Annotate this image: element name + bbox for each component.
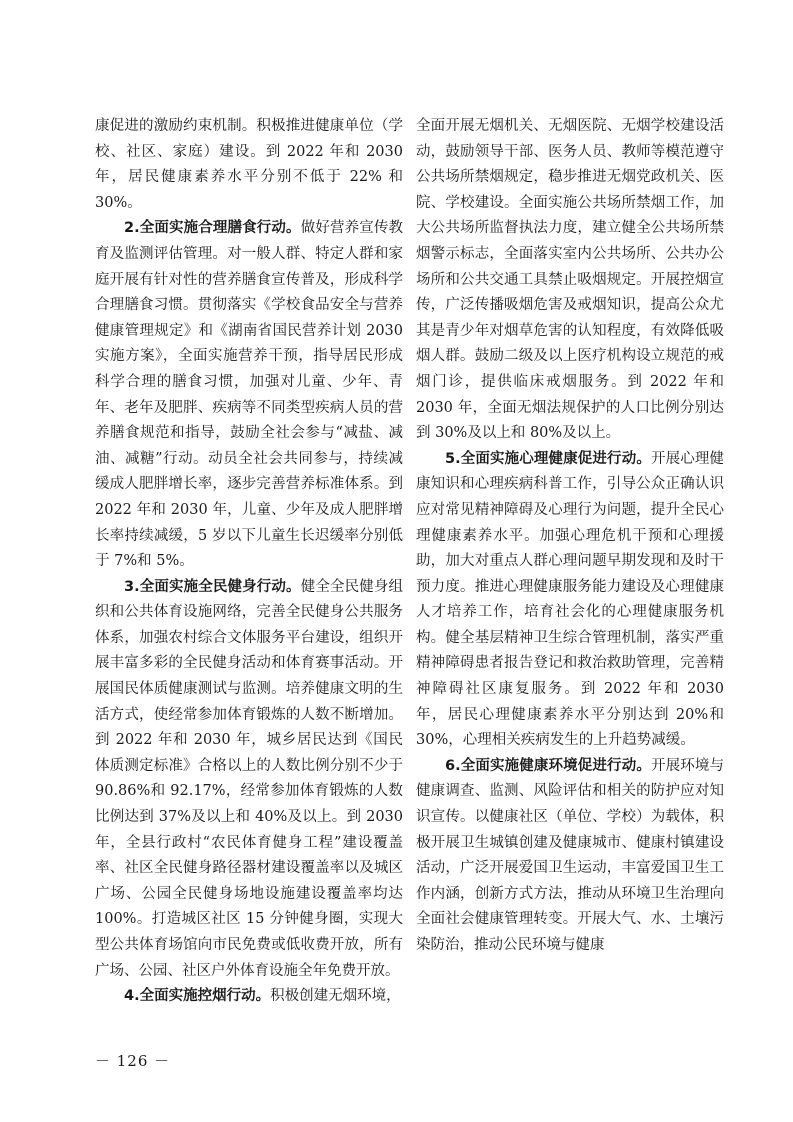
- section-5-paragraph: [416, 447, 724, 754]
- section-6-body: 开展环境与健康调查、监测、风险评估和相关的防护应对知识宣传。以健康社区（单位、学校）为载体，积极开展卫生城镇创建及健康城市、健康村镇建设活动，广泛开展爱国卫生运动，丰富爱国卫生工作内涵，创新方式方法，推动从环境卫生治理向全面社会健康管理转变。开展大气、水、土壤污染防治，推动公民环境与健康: [416, 757, 724, 953]
- section-4-paragraph: [95, 984, 403, 1010]
- page-number: － 126 －: [95, 1052, 171, 1070]
- section-5-heading: 5.全面实施心理健康促进行动。: [445, 450, 651, 467]
- section-5-body: 开展心理健康知识和心理疾病科普工作，引导公众正确认识应对常见精神障碍及心理行为问题，提升全民心理健康素养水平。加强心理危机干预和心理援助，加大对重点人群心理问题早期发现和及时干预力度。推进心理健康服务能力建设及心理健康人才培养工作，培育社会化的心理健康服务机构。健全基层精神卫生综合管理机制，落实严重精神障碍患者报告登记和救治救助管理，完善精神障碍社区康复服务。到 2022 年和 2030 年，居民心理健康素养水平分别达到 20%和 30%，心理相关疾病发生的上升趋势减缓。: [416, 450, 724, 749]
- section-4-continued: 全面开展无烟机关、无烟医院、无烟学校建设活动，鼓励领导干部、医务人员、教师等模范遵守公共场所禁烟规定，稳步推进无烟党政机关、医院、学校建设。全面实施公共场所禁烟工作，加大公共场所监督执法力度，建立健全公共场所禁烟警示标志，全面落实室内公共场所、公共办公场所和公共交通工具禁止吸烟规定。开展控烟宣传，广泛传播吸烟危害及戒烟知识，提高公众尤其是青少年对烟草危害的认知程度，有效降低吸烟人群。鼓励二级及以上医疗机构设立规范的戒烟门诊，提供临床戒烟服务。到 2022 年和 2030 年，全面无烟法规保护的人口比例分别达到 30%及以上和 80%及以上。: [416, 118, 724, 442]
- section-6-paragraph: [416, 754, 724, 959]
- section-4-body: 积极创建无烟环境，: [270, 988, 401, 1005]
- left-column: [95, 114, 403, 1010]
- section-2-paragraph: [95, 216, 403, 574]
- paragraph-continued: 康促进的激励约束机制。积极推进健康单位（学校、社区、家庭）建设。到 2022 年和 2030 年，居民健康素养水平分别不低于 22% 和 30%。: [95, 118, 403, 211]
- right-column: [416, 114, 724, 959]
- section-3-body: 健全全民健身组织和公共体育设施网络，完善全民健身公共服务体系，加强农村综合文体服务平台建设，组织开展丰富多彩的全民健身活动和体育赛事活动。开展国民体质健康测试与监测。培养健康文明的生活方式，使经常参加体育锻炼的人数不断增加。到 2022 年和 2030 年，城乡居民达到《国民体质测定标准》合格以上的人数比例分别不少于 90.86%和 92.17%，经常参加体育锻炼的人数比例达到 37%及以上和 40%及以上。到 2030 年，全县行政村“农民体育健身工程”建设覆盖率、社区全民健身路径器材建设覆盖率以及城区广场、公园全民健身场地设施建设覆盖率均达 100%。打造城区社区 15 分钟健身圈，实现大型公共体育场馆向市民免费或低收费开放，所有广场、公园、社区户外体育设施全年免费开放。: [95, 578, 403, 979]
- section-4-heading: 4.全面实施控烟行动。: [124, 988, 271, 1005]
- section-3-heading: 3.全面实施全民健身行动。: [124, 578, 301, 595]
- section-3-paragraph: [95, 575, 403, 985]
- section-6-heading: 6.全面实施健康环境促进行动。: [445, 757, 651, 774]
- section-2-body: 做好营养宣传教育及监测评估管理。对一般人群、特定人群和家庭开展有针对性的营养膳食宣传普及，形成科学合理膳食习惯。贯彻落实《学校食品安全与营养健康管理规定》和《湖南省国民营养计划 2030 实施方案》，全面实施营养干预，指导居民形成科学合理的膳食习惯，加强对儿童、少年、青年、老年及肥胖、疾病等不同类型疾病人员的营养膳食规范和指导，鼓励全社会参与“减盐、减油、减糖”行动。动员全社会共同参与，持续减缓成人肥胖增长率，逐步完善营养标准体系。到 2022 年和 2030 年，儿童、少年及成人肥胖增长率持续减缓，5 岁以下儿童生长迟缓率分别低于 7%和 5%。: [95, 220, 403, 570]
- section-2-heading: 2.全面实施合理膳食行动。: [124, 220, 301, 237]
